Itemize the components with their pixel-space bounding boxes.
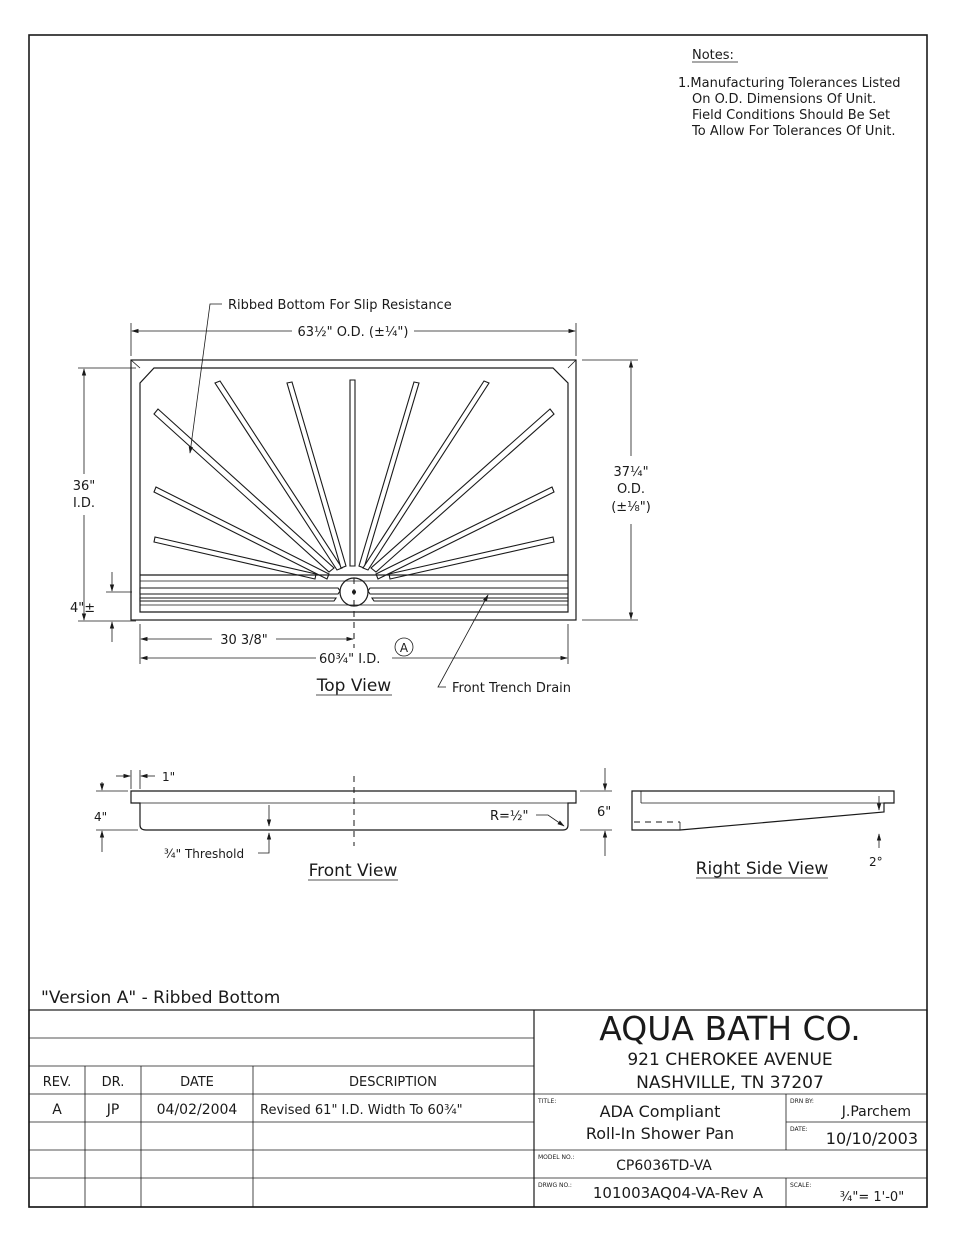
rev-row-rev: A: [52, 1102, 62, 1118]
ribbed-bottom: [154, 380, 554, 579]
drawing-scale: ¾"= 1'-0": [839, 1190, 905, 1205]
top-view: [70, 298, 651, 696]
notes-block: [678, 48, 901, 139]
ribbed-bottom-callout: Ribbed Bottom For Slip Resistance: [228, 298, 452, 313]
rev-row-date: 04/02/2004: [156, 1102, 238, 1118]
note-line-4: To Allow For Tolerances Of Unit.: [692, 124, 896, 139]
drawing-title-2: Roll-In Shower Pan: [585, 1124, 735, 1143]
od-depth-label-3: (±⅛"): [611, 500, 651, 515]
drawn-by: J.Parchem: [841, 1104, 911, 1120]
slope-dimension: 2°: [869, 855, 883, 869]
side-view-title: Right Side View: [695, 859, 829, 879]
date-header: DATE: [180, 1075, 214, 1090]
drain-offset-dimension: 4"±: [70, 601, 96, 616]
dr-header: DR.: [101, 1075, 125, 1090]
company-address-2: NASHVILLE, TN 37207: [636, 1073, 824, 1093]
od-depth-label-1: 37¼": [613, 465, 649, 480]
drwg-caption: DRWG NO.:: [538, 1182, 572, 1189]
rev-header: REV.: [42, 1075, 72, 1090]
od-depth-label-2: O.D.: [617, 482, 645, 497]
front-view-title: Front View: [308, 861, 398, 881]
drain-center-dimension: 30 3/8": [220, 633, 268, 648]
note-line-2: On O.D. Dimensions Of Unit.: [692, 92, 877, 107]
note-line-1: 1.Manufacturing Tolerances Listed: [678, 76, 901, 91]
model-caption: MODEL NO.:: [538, 1154, 575, 1161]
date-caption: DATE:: [790, 1126, 808, 1133]
right-side-view: [632, 791, 894, 879]
company-address-1: 921 CHEROKEE AVENUE: [627, 1050, 833, 1070]
drawing-number: 101003AQ04-VA-Rev A: [592, 1184, 764, 1202]
id-depth-label-2: I.D.: [72, 496, 96, 511]
front-height-dimension: 6": [597, 805, 612, 820]
title-caption: TITLE:: [538, 1098, 557, 1105]
front-depth-dimension: 4": [94, 810, 108, 824]
trench-drain-callout: Front Trench Drain: [452, 681, 572, 696]
revision-marker-label: A: [399, 641, 409, 655]
radius-callout: R=½": [490, 809, 529, 824]
front-view: [94, 768, 612, 881]
scale-caption: SCALE:: [790, 1182, 812, 1189]
notes-heading: Notes:: [692, 48, 734, 63]
od-width-dimension: 63½" O.D. (±¼"): [297, 325, 409, 340]
drawing-date: 10/10/2003: [825, 1129, 918, 1148]
rev-row-dr: JP: [106, 1102, 120, 1118]
note-line-3: Field Conditions Should Be Set: [692, 108, 891, 123]
id-width-dimension: 60¾" I.D.: [319, 652, 381, 667]
threshold-callout: ¾" Threshold: [164, 847, 245, 861]
top-view-title: Top View: [316, 676, 392, 696]
lip-dimension: 1": [162, 770, 176, 784]
side-view-outline: [632, 791, 894, 830]
rev-row-description: Revised 61" I.D. Width To 60¾": [260, 1103, 463, 1118]
company-name: AQUA BATH CO.: [599, 1009, 861, 1048]
version-label: "Version A" - Ribbed Bottom: [41, 988, 281, 1008]
id-depth-label-1: 36": [72, 479, 96, 494]
model-number: CP6036TD-VA: [616, 1158, 712, 1174]
drn-by-caption: DRN BY:: [790, 1098, 814, 1105]
drawing-title-1: ADA Compliant: [599, 1102, 721, 1121]
description-header: DESCRIPTION: [349, 1075, 437, 1090]
title-block: [29, 1009, 927, 1207]
